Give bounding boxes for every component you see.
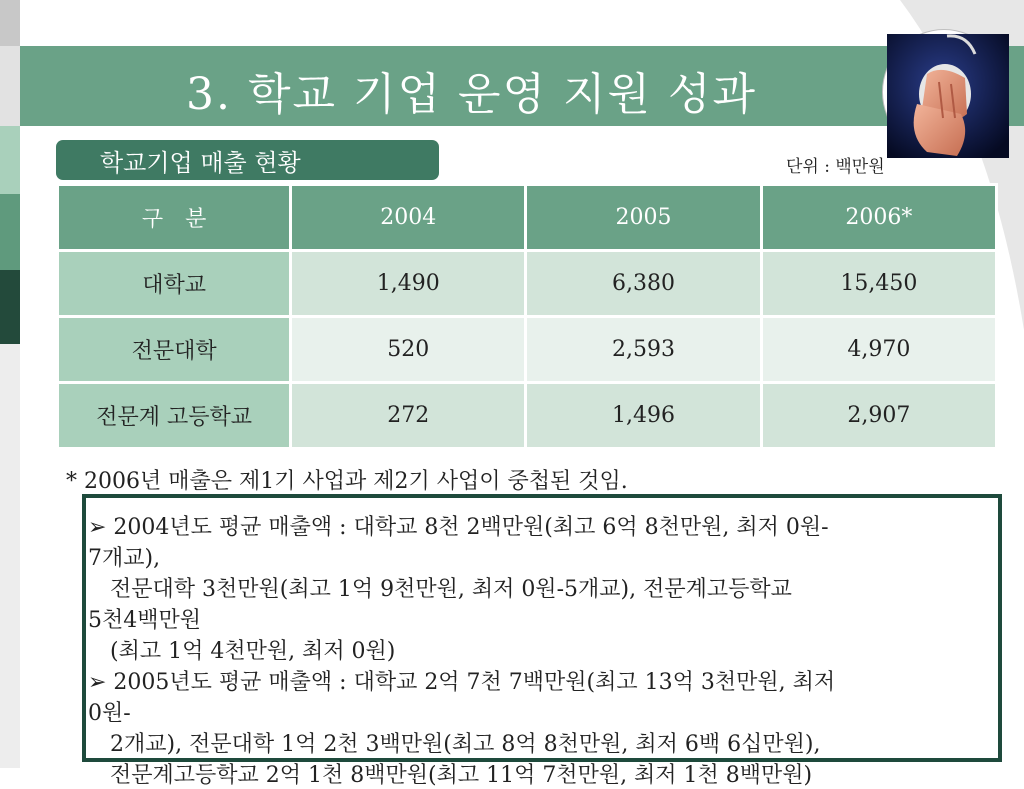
note-line: ➢ 2005년도 평균 매출액 : 대학교 2억 7천 7백만원(최고 13억 3천만원, 최저 (88, 670, 836, 695)
mouse-hand-illustration (887, 34, 1009, 158)
table-cell: 6,380 (526, 251, 761, 317)
table-row (58, 383, 997, 449)
note-line: 0원- (88, 701, 131, 726)
page-title: 3. 학교 기업 운영 지원 성과 (186, 69, 757, 120)
row-label: 전문계 고등학교 (58, 383, 291, 449)
table-header-cell: 2005 (526, 185, 761, 251)
section-label: 학교기업 매출 현황 (100, 149, 301, 177)
row-label: 전문대학 (58, 317, 291, 383)
table-header-cell: 구 분 (58, 185, 291, 251)
note-line: (최고 1억 4천만원, 최저 0원) (88, 639, 396, 664)
table-cell: 2,593 (526, 317, 761, 383)
table-header-row (58, 185, 997, 251)
note-line: 전문대학 3천만원(최고 1억 9천만원, 최저 0원-5개교), 전문계고등학교 (88, 577, 792, 602)
notes-box (82, 494, 1002, 788)
table-cell: 4,970 (761, 317, 996, 383)
note-line: 2개교), 전문대학 1억 2천 3백만원(최고 8억 8천만원, 최저 6백 6십만원), (88, 732, 821, 757)
hand-on-mouse-photo (883, 30, 1005, 154)
unit-label: 단위 : 백만원 (786, 157, 885, 177)
table-row (58, 251, 997, 317)
note-line: 7개교), (88, 546, 161, 571)
table-cell: 1,490 (291, 251, 526, 317)
table-cell: 272 (291, 383, 526, 449)
table-cell: 520 (291, 317, 526, 383)
left-strip-1 (0, 0, 20, 46)
table-row (58, 317, 997, 383)
left-strip-4 (0, 194, 20, 270)
sales-table (56, 183, 998, 450)
table-header-cell: 2006* (761, 185, 996, 251)
table-cell: 1,496 (526, 383, 761, 449)
left-strip-6 (0, 344, 20, 768)
note-line: ➢ 2004년도 평균 매출액 : 대학교 8천 2백만원(최고 6억 8천만원, 최저 0원- (88, 515, 829, 540)
note-line: 5천4백만원 (88, 608, 202, 633)
note-line: 전문계고등학교 2억 1천 8백만원(최고 11억 7천만원, 최저 1천 8백만원) (88, 763, 813, 788)
left-strip-3 (0, 126, 20, 194)
left-strip-2 (0, 46, 20, 126)
table-footnote: * 2006년 매출은 제1기 사업과 제2기 사업이 중첩된 것임. (66, 469, 628, 494)
row-label: 대학교 (58, 251, 291, 317)
left-strip-5 (0, 270, 20, 344)
table-cell: 15,450 (761, 251, 996, 317)
table-cell: 2,907 (761, 383, 996, 449)
table-header-cell: 2004 (291, 185, 526, 251)
